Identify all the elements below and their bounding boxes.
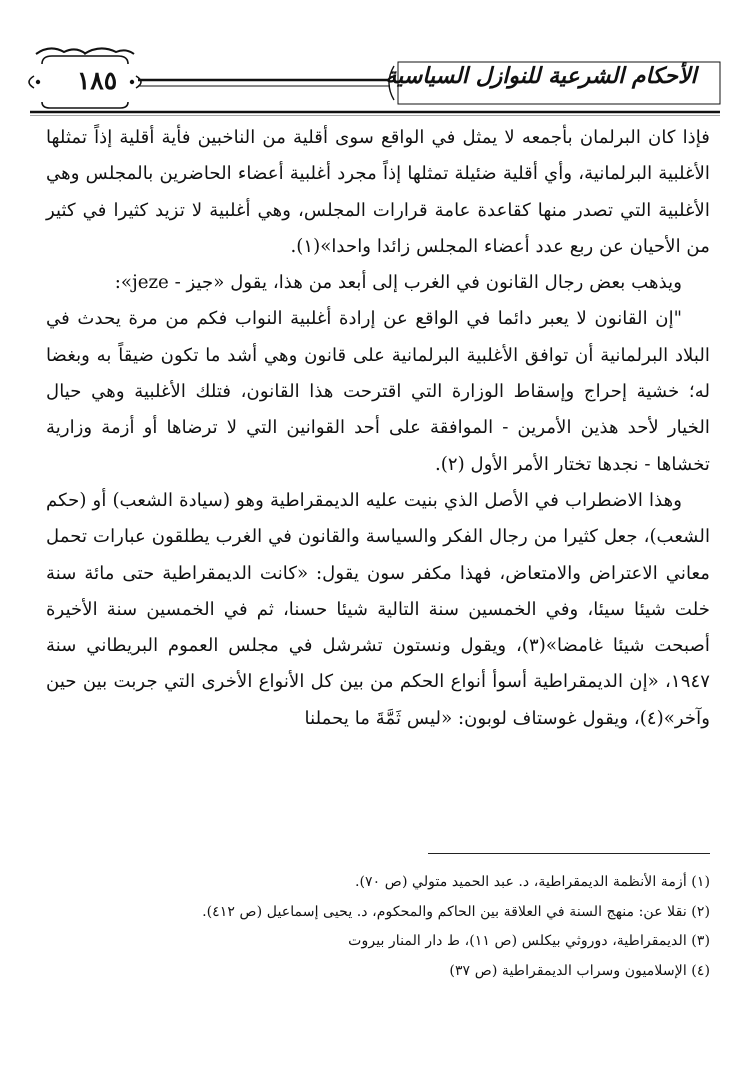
page-number: ١٨٥ [76,65,118,95]
footnote: (٢) نقلا عن: منهج السنة في العلاقة بين الحاكم والمحكوم، د. يحيى إسماعيل (ص ٤١٢). [202,903,710,920]
quotation-paragraph: "إن القانون لا يعبر دائما في الواقع عن إرادة أغلبية النواب فكم من مرة يحدث في البلاد البرلمانية أن توافق الأغلبية البرلمانية على قانون وهي أشد ما تكون ضيقاً به وبغضا له؛ خشية إحراج وإسقاط الوزارة التي اقترحت هذا القانون، فتلك الأغلبية وهي حيال الخيار لأحد هذين الأمرين - الموافقة على أحد القوانين التي لا ترضاها أو أزمة وزارية تخشاها - نجدها تختار الأمر الأول (٢). [46,308,710,475]
footnote: (٣) الديمقراطية، دوروثي بيكلس (ص ١١)، ط دار المنار بيروت [348,933,710,949]
body-text [46,120,710,737]
paragraph: فإذا كان البرلمان بأجمعه لا يمثل في الواقع سوى أقلية من الناخبين فأية أقلية إذاً تمثلها الأغلبية البرلمانية، وأي أقلية ضئيلة تمثلها إذاً مجرد أغلبية أعضاء الحاضرين بالمجلس وهي الأغلبية التي تصدر منها كقاعدة عامة قرارات المجلس، وهي أغلبية لا تزيد كثيرا في كثير من الأحيان عن ربع عدد أعضاء المجلس زائدا واحدا»(١). [46,127,710,257]
running-title: الأحكام الشرعية للنوازل السياسية [385,63,697,89]
footnotes [60,868,710,986]
paragraph: ويذهب بعض رجال القانون في الغرب إلى أبعد من هذا، يقول «جيز - jeze»: [114,272,682,294]
footnote-separator [428,853,710,854]
running-header [20,46,726,116]
paragraph: وهذا الاضطراب في الأصل الذي بنيت عليه الديمقراطية وهو (سيادة الشعب) أو (حكم الشعب)، جعل كثيرا من رجال الفكر والسياسة والقانون في الغرب يطلقون عبارات تحمل معاني الاعتراض والامتعاض، فهذا مكفر سون يقول: «كانت الديمقراطية حتى مائة سنة خلت شيئا سيئا، وفي الخمسين سنة التالية شيئا حسنا، ثم في الخمسين سنة الأخيرة أصبحت شيئا غامضا»(٣)، ويقول ونستون تشرشل في مجلس العموم البريطاني سنة ١٩٤٧، «إن الديمقراطية أسوأ أنواع الحكم من بين كل الأنواع الأخرى التي جربت بين حين وآخر»(٤)، ويقول غوستاف لوبون: «ليس ثَمَّةَ ما يحملنا [46,489,710,729]
footnote: (٤) الإسلاميون وسراب الديمقراطية (ص ٣٧) [449,962,710,979]
footnote: (١) أزمة الأنظمة الديمقراطية، د. عبد الحميد متولي (ص ٧٠). [354,874,710,890]
